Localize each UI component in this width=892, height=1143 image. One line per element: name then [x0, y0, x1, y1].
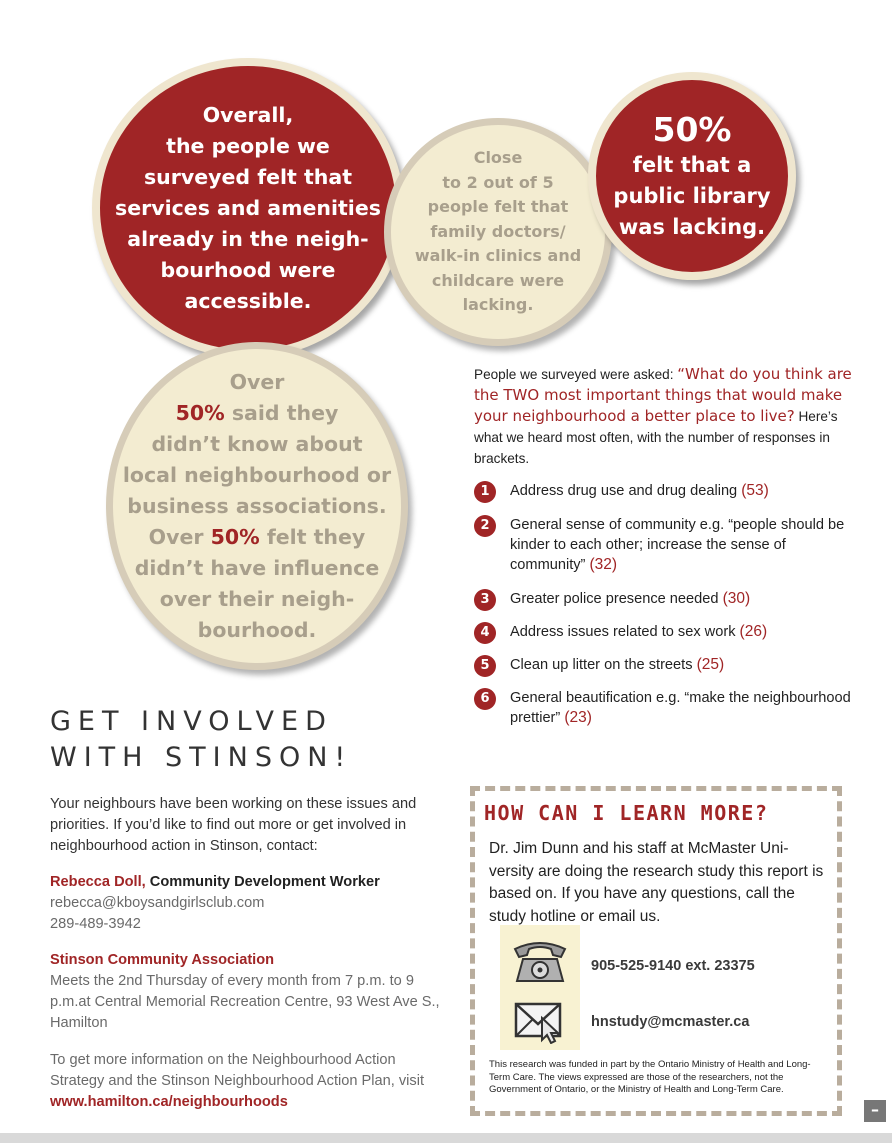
- intro-prefix: People we surveyed were asked:: [474, 367, 678, 382]
- item-count: (53): [741, 482, 769, 499]
- item-count: (26): [739, 623, 768, 640]
- contact-name: Rebecca Doll,: [50, 874, 146, 890]
- contact-role: Community Development Worker: [145, 874, 380, 890]
- number-badge-icon: 4: [474, 622, 496, 644]
- circle-line: bourhood.: [197, 617, 317, 642]
- number-badge-icon: 5: [474, 655, 496, 677]
- number-badge-icon: 3: [474, 589, 496, 611]
- survey-question: “What do you think are the TWO most important things that would make your neighbourhood a better place to live?: [474, 365, 852, 425]
- circle-line: felt they: [259, 524, 366, 549]
- circle-line: Close: [473, 148, 523, 168]
- contact-block: [50, 872, 450, 935]
- circle-line: accessible.: [184, 288, 312, 313]
- intro-suffix: Here’s what we heard most often, with the number of responses in brackets.: [474, 409, 838, 466]
- circle-line: lacking.: [462, 295, 534, 315]
- association-name: Stinson Community Association: [50, 952, 275, 968]
- circle-text: [415, 146, 581, 318]
- circle-line: bourhood were: [160, 257, 336, 282]
- more-info-text: To get more information on the Neighbourhood Action Strategy and the Stinson Neighbourhood Action Plan, visit: [50, 1052, 425, 1089]
- item-text: Greater police presence needed: [510, 591, 723, 607]
- stat-circle-doctors: [384, 118, 612, 346]
- priorities-list: [474, 481, 854, 728]
- circle-text: [123, 367, 391, 646]
- circle-text: [613, 110, 770, 243]
- study-email[interactable]: hnstudy@mcmaster.ca: [591, 1014, 750, 1030]
- item-text: General beautification e.g. “make the neighbourhood prettier”: [510, 690, 851, 726]
- circle-line: surveyed felt that: [143, 164, 353, 189]
- item-count: (25): [696, 656, 725, 673]
- neighbourhoods-link[interactable]: www.hamilton.ca/neighbourhoods: [50, 1094, 288, 1110]
- contact-phone: 289-489-3942: [50, 916, 141, 932]
- get-involved-heading: [50, 704, 352, 776]
- circle-line: Overall,: [202, 102, 294, 127]
- circle-line: said they: [224, 400, 339, 425]
- circle-line: over their neigh-: [159, 586, 355, 611]
- circle-line: family doctors/: [430, 221, 566, 241]
- circle-line: the people we: [166, 133, 330, 158]
- circle-line: to 2 out of 5: [442, 172, 554, 192]
- envelope-cursor-icon: [500, 990, 580, 1050]
- list-item: [474, 655, 854, 675]
- circle-line: was lacking.: [618, 214, 766, 239]
- circle-line: business associations.: [127, 493, 387, 518]
- circle-line: public library: [613, 183, 771, 208]
- circle-line: didn’t have influence: [134, 555, 380, 580]
- learn-more-title: HOW CAN I LEARN MORE?: [484, 801, 769, 825]
- item-text: Address drug use and drug dealing: [510, 483, 742, 499]
- stat-circle-associations: [106, 342, 408, 670]
- circle-line: people felt that: [427, 197, 569, 217]
- funding-footnote: This research was funded in part by the Ontario Ministry of Health and Long-Term Care. The views expressed are those of the researchers, not the Government of Ontario, or the Ministry of Health and Long-Term Care.: [489, 1059, 811, 1095]
- circle-line: local neighbourhood or: [122, 462, 392, 487]
- heading-line: WITH STINSON!: [50, 742, 353, 773]
- circle-line: already in the neigh-: [127, 226, 369, 251]
- telephone-icon: [500, 925, 580, 995]
- list-item: [474, 589, 854, 609]
- circle-text: [115, 100, 381, 317]
- item-text: General sense of community e.g. “people should be kinder to each other; increase the sense of community”: [510, 517, 845, 573]
- item-count: (23): [564, 709, 592, 726]
- circle-line: walk-in clinics and: [414, 246, 582, 266]
- contact-email-link[interactable]: rebecca@kboysandgirlsclub.com: [50, 895, 265, 911]
- circle-line: services and amenities: [115, 195, 381, 220]
- number-badge-icon: 2: [474, 515, 496, 537]
- heading-line: GET INVOLVED: [50, 706, 333, 737]
- list-item: [474, 481, 854, 501]
- number-badge-icon: 6: [474, 688, 496, 710]
- bottom-scrollbar[interactable]: [0, 1133, 892, 1143]
- list-item: [474, 515, 854, 575]
- item-text: Clean up litter on the streets: [510, 657, 697, 673]
- circle-highlight: 50%: [175, 400, 225, 425]
- circle-line: childcare were: [431, 270, 565, 290]
- item-count: (32): [589, 556, 618, 573]
- survey-intro: [474, 364, 856, 469]
- hotline-phone: 905-525-9140 ext. 23375: [591, 958, 755, 974]
- learn-more-body: Dr. Jim Dunn and his staff at McMaster Uni-versity are doing the research study this report is based on. If you have any questions, call the study hotline or email us.: [489, 840, 824, 925]
- association-details: Meets the 2nd Thursday of every month from 7 p.m. to 9 p.m.at Central Memorial Recreation Centre, 93 West Ave S., Hamilton: [50, 973, 440, 1031]
- circle-line: Over: [229, 369, 285, 394]
- stat-circle-accessibility: [92, 58, 404, 358]
- list-item: [474, 688, 854, 728]
- item-text: Address issues related to sex work: [510, 624, 740, 640]
- more-info-block: [50, 1050, 450, 1113]
- get-involved-paragraph: Your neighbours have been working on these issues and priorities. If you’d like to find out more or get involved in neighbourhood action in Stinson, contact:: [50, 796, 417, 854]
- circle-big-number: 50%: [652, 109, 732, 149]
- stat-circle-library: [588, 72, 796, 280]
- minimize-button[interactable]: –: [864, 1100, 886, 1122]
- list-item: [474, 622, 854, 642]
- circle-highlight: 50%: [210, 524, 260, 549]
- number-badge-icon: 1: [474, 481, 496, 503]
- circle-line: didn’t know about: [151, 431, 363, 456]
- circle-line: Over: [148, 524, 211, 549]
- item-count: (30): [722, 590, 751, 607]
- association-block: [50, 950, 450, 1034]
- circle-line: felt that a: [632, 152, 752, 177]
